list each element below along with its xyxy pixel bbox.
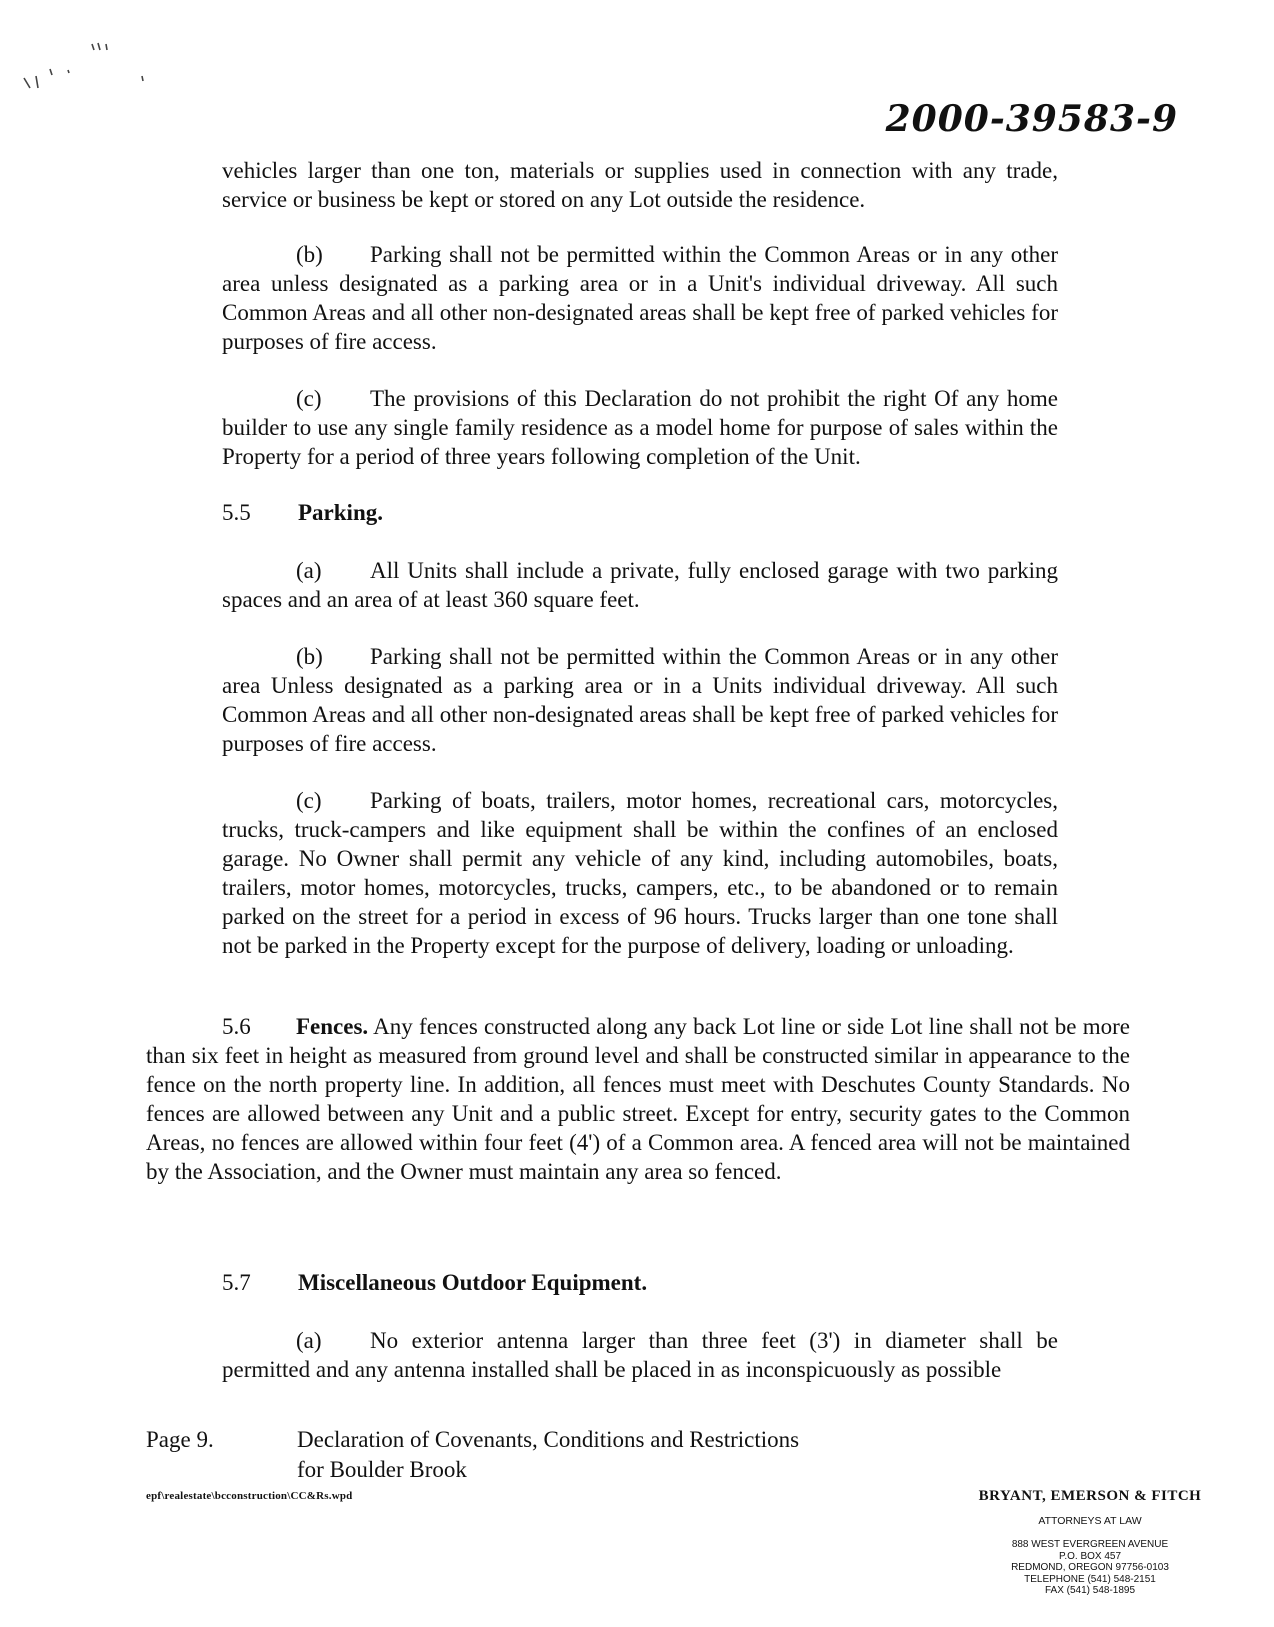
section-number: 5.7 — [222, 1270, 251, 1295]
firm-name: BRYANT, EMERSON & FITCH — [978, 1488, 1202, 1504]
section-title: Fences. — [296, 1014, 369, 1039]
footer-title-line-1: Declaration of Covenants, Conditions and Restrictions — [297, 1427, 800, 1452]
law-firm-block — [940, 1488, 1240, 1597]
footer-page-number: Page 9. — [146, 1427, 214, 1452]
paragraph-5-5-a — [222, 556, 1058, 614]
firm-telephone: TELEPHONE (541) 548-2151 — [1024, 1573, 1156, 1585]
section-heading-5-7 — [222, 1268, 647, 1297]
footer-title-line-2: for Boulder Brook — [297, 1457, 467, 1482]
item-label: (a) — [296, 1328, 322, 1353]
section-heading-5-5 — [222, 498, 383, 527]
firm-address — [940, 1539, 1240, 1597]
paragraph-c-upper — [222, 384, 1058, 471]
footer-document-title — [297, 1425, 897, 1485]
item-text: The provisions of this Declaration do not prohibit the right Of any home builder to use any single family residence as a model home for purpose of sales within the Property for a period of three years following completion of the Unit. — [222, 386, 1058, 469]
paragraph-b-upper — [222, 240, 1058, 356]
section-title: Miscellaneous Outdoor Equipment. — [298, 1270, 648, 1295]
firm-subtitle: ATTORNEYS AT LAW — [1038, 1515, 1142, 1527]
item-label: (c) — [296, 386, 322, 411]
section-number: 5.6 — [222, 1014, 251, 1039]
footer-file-path: epf\realestate\bcconstruction\CC&Rs.wpd — [146, 1490, 353, 1502]
item-text: No exterior antenna larger than three feet (3') in diameter shall be permitted and any antenna installed shall be placed in as inconspicuously as possible — [222, 1328, 1058, 1382]
item-text: All Units shall include a private, fully enclosed garage with two parking spaces and an area of at least 360 square feet. — [222, 558, 1058, 612]
paragraph-5-5-b — [222, 642, 1058, 758]
firm-address-line: REDMOND, OREGON 97756-0103 — [1011, 1562, 1169, 1573]
item-label: (a) — [296, 558, 322, 583]
item-text: Parking of boats, trailers, motor homes, recreational cars, motorcycles, trucks, truck-campers and like equipment shall be within the confines of an enclosed garage. No Owner shall permit any vehicle of any kind, including automobiles, boats, trailers, motor homes, motorcycles, trucks, campers, etc., to be abandoned or to remain parked on the street for a period in excess of 96 hours. Trucks larger than one tone shall not be parked in the Property except for the purpose of delivery, loading or unloading. — [222, 788, 1058, 958]
section-text: Any fences constructed along any back Lot line or side Lot line shall not be more than six feet in height as measured from ground level and shall be constructed similar in appearance to the fence on the north property line. In addition, all fences must meet with Deschutes County Standards. No fences are allowed between any Unit and a public street. Except for entry, security gates to the Common Areas, no fences are allowed within four feet (4') of a Common area. A fenced area will not be maintained by the Association, and the Owner must maintain any area so fenced. — [146, 1014, 1130, 1184]
section-number: 5.5 — [222, 500, 251, 525]
firm-address-line: P.O. BOX 457 — [1058, 1550, 1122, 1562]
item-text: Parking shall not be permitted within the Common Areas or in any other area Unless designated as a parking area or in a Units individual driveway. All such Common Areas and all other non-designated areas shall be kept free of parked vehicles for purposes of fire access. — [222, 644, 1058, 756]
recording-number-handwritten: 2000-39583-9 — [885, 98, 1178, 140]
paragraph-5-6 — [146, 1012, 1130, 1186]
section-title: Parking. — [298, 500, 383, 525]
scan-marks — [20, 36, 160, 96]
item-label: (c) — [296, 788, 322, 813]
item-text: Parking shall not be permitted within the Common Areas or in any other area unless designated as a parking area or in a Unit's individual driveway. All such Common Areas and all other non-designated areas shall be kept free of parked vehicles for purposes of fire access. — [222, 242, 1058, 354]
firm-fax: FAX (541) 548-1895 — [1044, 1585, 1136, 1596]
item-label: (b) — [296, 242, 323, 267]
paragraph-5-7-a — [222, 1326, 1058, 1384]
item-label: (b) — [296, 644, 323, 669]
paragraph-continuation: vehicles larger than one ton, materials or supplies used in connection with any trade, service or business be kept or stored on any Lot outside the residence. — [222, 158, 1058, 212]
paragraph-5-5-c — [222, 786, 1058, 960]
firm-address-line: 888 WEST EVERGREEN AVENUE — [1011, 1539, 1169, 1550]
